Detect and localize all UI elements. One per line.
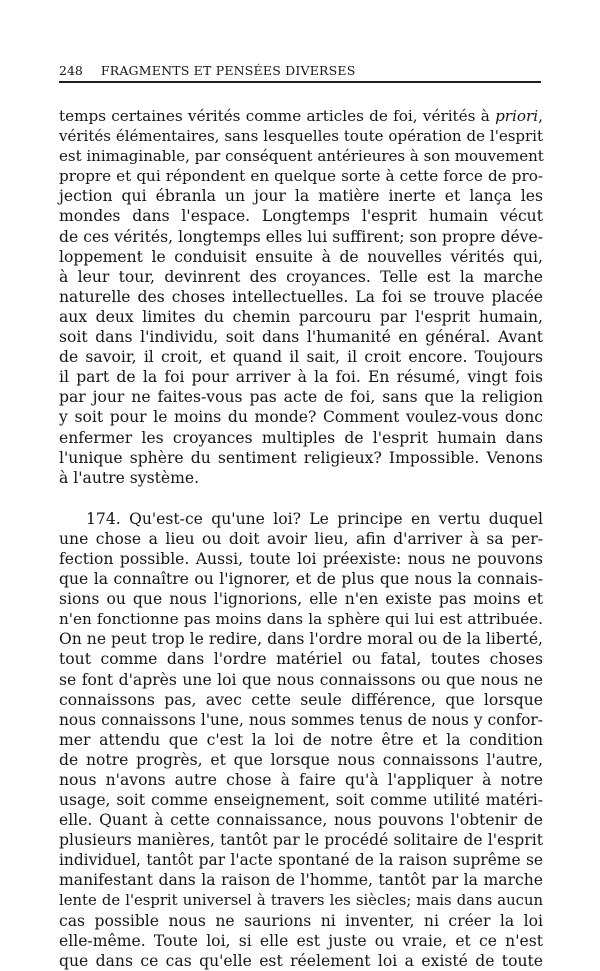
text-line: lente de l'esprit universel à travers les siècles; mais dans aucun: [59, 891, 543, 909]
text-line: aux deux limites du chemin parcouru par l'esprit humain,: [59, 307, 543, 326]
text-line: usage, soit comme enseignement, soit comme utilité matéri-: [59, 791, 543, 810]
text-line: vérités élémentaires, sans lesquelles toute opération de l'esprit: [59, 127, 543, 146]
text-line: enfermer les croyances multiples de l'esprit humain dans: [59, 428, 543, 447]
header-rule: [59, 81, 541, 83]
text-line: se font d'après une loi que nous connaissons ou que nous ne: [59, 670, 543, 689]
text-line: nous connaissons l'une, nous sommes tenus de nous y confor-: [59, 710, 543, 729]
body-text: [59, 106, 543, 971]
text-line: elle-même. Toute loi, si elle est juste ou vraie, et ce n'est: [59, 931, 543, 950]
text-line: plusieurs manières, tantôt par le procédé solitaire de l'esprit: [59, 831, 543, 850]
text-line: temps certaines vérités comme articles de foi, vérités à priori,: [59, 107, 543, 125]
text-line: il part de la foi pour arriver à la foi. En résumé, vingt fois: [59, 368, 543, 387]
text-line: tout comme dans l'ordre matériel ou fatal, toutes choses: [59, 650, 543, 669]
text-line: loppement le conduisit ensuite à de nouvelles vérités qui,: [59, 247, 543, 266]
paragraph-174: [59, 509, 543, 971]
text-line: On ne peut trop le redire, dans l'ordre moral ou de la liberté,: [59, 630, 543, 649]
text-line: jection qui ébranla un jour la matière inerte et lança les: [59, 187, 543, 206]
text-line: manifestant dans la raison de l'homme, tantôt par la marche: [59, 871, 543, 890]
text-line: fection possible. Aussi, toute loi préexiste: nous ne pouvons: [59, 549, 543, 568]
text-line: naturelle des choses intellectuelles. La foi se trouve placée: [59, 287, 543, 306]
text-line: elle. Quant à cette connaissance, nous pouvons l'obtenir de: [59, 811, 543, 830]
text-line: mer attendu que c'est la loi de notre être et la condition: [59, 730, 543, 749]
text-line: y soit pour le moins du monde? Comment voulez-vous donc: [59, 408, 543, 427]
text-line: à leur tour, devinrent des croyances. Telle est la marche: [59, 267, 543, 286]
text-line: cas possible nous ne saurions ni inventer, ni créer la loi: [59, 911, 543, 930]
text-line: individuel, tantôt par l'acte spontané de la raison suprême se: [59, 851, 543, 870]
text-line: de notre progrès, et que lorsque nous connaissons l'autre,: [59, 750, 543, 769]
running-title: FRAGMENTS ET PENSÉES DIVERSES: [100, 63, 356, 78]
text-line: de ces vérités, longtemps elles lui suffirent; son propre déve-: [59, 227, 543, 246]
text-line: par jour ne faites-vous pas acte de foi, sans que la religion: [59, 388, 543, 407]
text-line: 174. Qu'est-ce qu'une loi? Le principe en vertu duquel: [86, 509, 543, 528]
text-line: mondes dans l'espace. Longtemps l'esprit humain vécut: [59, 207, 543, 226]
text-line: l'unique sphère du sentiment religieux? Impossible. Venons: [59, 448, 543, 467]
running-header: [59, 63, 543, 79]
paragraph-continued: [59, 106, 543, 488]
text-line: propre et qui répondent en quelque sorte à cette force de pro-: [59, 167, 543, 186]
text-line: que la connaître ou l'ignorer, et de plus que nous la connais-: [59, 570, 543, 589]
text-line: que dans ce cas qu'elle est réelement loi a existé de toute: [59, 951, 543, 970]
paragraph-gap: [59, 488, 543, 509]
text-line: est inimaginable, par conséquent antérieures à son mouvement: [59, 147, 544, 166]
text-line: nous n'avons autre chose à faire qu'à l'appliquer à notre: [59, 771, 543, 789]
page-number: 248: [59, 63, 83, 78]
text-line: une chose a lieu ou doit avoir lieu, afin d'arriver à sa per-: [59, 529, 543, 548]
text-line: n'en fonctionne pas moins dans la sphère qui lui est attribuée.: [59, 610, 543, 629]
text-line: connaissons pas, avec cette seule différence, que lorsque: [59, 690, 543, 709]
text-line: sions ou que nous l'ignorions, elle n'en existe pas moins et: [59, 590, 543, 609]
text-line: de savoir, il croit, et quand il sait, il croit encore. Toujours: [59, 348, 543, 367]
text-line: à l'autre système.: [59, 468, 200, 487]
text-line: soit dans l'individu, soit dans l'humanité en général. Avant: [59, 328, 543, 347]
